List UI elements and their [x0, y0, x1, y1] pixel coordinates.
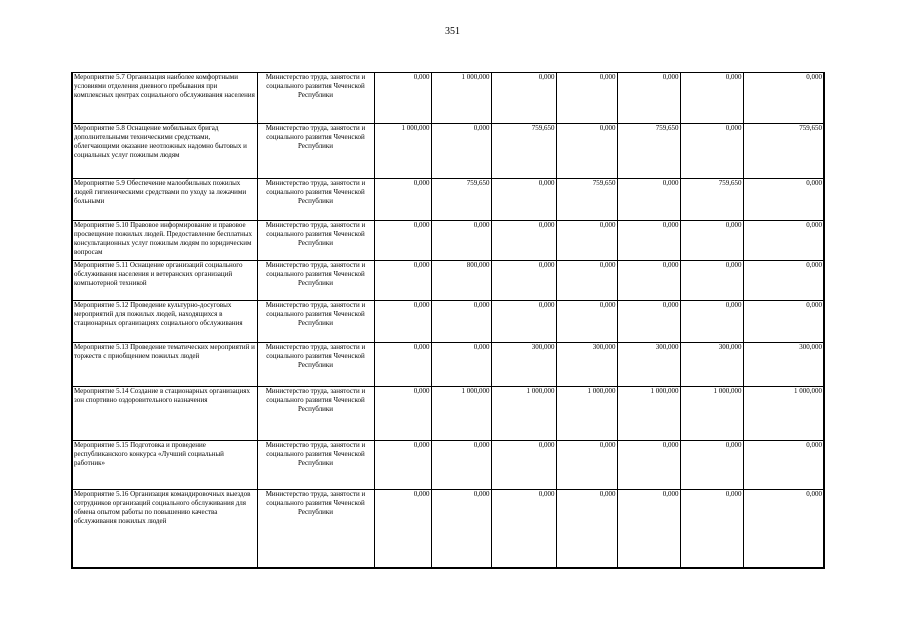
event-cell: Мероприятие 5.13 Проведение тематических мероприятий и торжеств с приобщением пожилых людей	[72, 343, 257, 387]
value-cell: 300,000	[617, 343, 680, 387]
value-cell: 0,000	[617, 490, 680, 568]
value-cell: 0,000	[743, 441, 824, 490]
value-cell: 759,650	[743, 124, 824, 179]
value-cell: 0,000	[680, 124, 743, 179]
value-cell: 0,000	[680, 441, 743, 490]
value-cell: 0,000	[743, 73, 824, 124]
executor-cell: Министерство труда, занятости и социального развития Чеченской Республики	[257, 343, 374, 387]
value-cell: 0,000	[556, 221, 617, 261]
table-row	[72, 73, 824, 124]
value-cell: 0,000	[680, 73, 743, 124]
table-row	[72, 261, 824, 301]
page-number: 351	[445, 26, 460, 37]
value-cell: 300,000	[743, 343, 824, 387]
value-cell: 759,650	[617, 124, 680, 179]
executor-cell: Министерство труда, занятости и социального развития Чеченской Республики	[257, 261, 374, 301]
value-cell: 0,000	[491, 179, 556, 221]
table-row	[72, 179, 824, 221]
value-cell: 759,650	[491, 124, 556, 179]
value-cell: 0,000	[491, 261, 556, 301]
value-cell: 0,000	[680, 261, 743, 301]
value-cell: 300,000	[556, 343, 617, 387]
table-row	[72, 301, 824, 343]
table-row	[72, 490, 824, 568]
value-cell: 0,000	[617, 221, 680, 261]
value-cell: 759,650	[680, 179, 743, 221]
value-cell: 0,000	[374, 387, 431, 441]
value-cell: 0,000	[491, 301, 556, 343]
value-cell: 0,000	[617, 73, 680, 124]
value-cell: 0,000	[680, 221, 743, 261]
value-cell: 1 000,000	[743, 387, 824, 441]
executor-cell: Министерство труда, занятости и социального развития Чеченской Республики	[257, 124, 374, 179]
value-cell: 0,000	[431, 343, 491, 387]
table-row	[72, 387, 824, 441]
value-cell: 800,000	[431, 261, 491, 301]
event-cell: Мероприятие 5.15 Подготовка и проведение республиканского конкурса «Лучший социальный работник»	[72, 441, 257, 490]
value-cell: 0,000	[374, 343, 431, 387]
value-cell: 300,000	[491, 343, 556, 387]
value-cell: 1 000,000	[617, 387, 680, 441]
table-body	[72, 73, 824, 568]
event-cell: Мероприятие 5.9 Обеспечение малообильных пожилых людей гигиеническими средствами по уходу за лежачими больными	[72, 179, 257, 221]
table-row	[72, 124, 824, 179]
value-cell: 0,000	[617, 441, 680, 490]
executor-cell: Министерство труда, занятости и социального развития Чеченской Республики	[257, 441, 374, 490]
executor-cell: Министерство труда, занятости и социального развития Чеченской Республики	[257, 490, 374, 568]
value-cell: 0,000	[374, 261, 431, 301]
event-cell: Мероприятие 5.12 Проведение культурно-досуговых мероприятий для пожилых людей, находящихся в стационарных организациях социального обслуживания	[72, 301, 257, 343]
value-cell: 0,000	[556, 73, 617, 124]
value-cell: 1 000,000	[556, 387, 617, 441]
event-cell: Мероприятие 5.11 Оснащение организаций социального обслуживания населения и ветеранских организаций компьютерной техникой	[72, 261, 257, 301]
value-cell: 0,000	[374, 441, 431, 490]
program-table	[71, 72, 825, 569]
value-cell: 759,650	[431, 179, 491, 221]
event-cell: Мероприятие 5.7 Организация наиболее комфортными условиями отделения дневного пребывания при комплексных центрах социального обслуживания населения	[72, 73, 257, 124]
value-cell: 759,650	[556, 179, 617, 221]
value-cell: 0,000	[617, 301, 680, 343]
value-cell: 0,000	[680, 490, 743, 568]
value-cell: 1 000,000	[431, 387, 491, 441]
event-cell: Мероприятие 5.8 Оснащение мобильных бригад дополнительными техническими средствами, облегчающими оказание неотложных надомно бытовых и социальных услуг пожилым людям	[72, 124, 257, 179]
executor-cell: Министерство труда, занятости и социального развития Чеченской Республики	[257, 179, 374, 221]
event-cell: Мероприятие 5.10 Правовое информирование и правовое просвещение пожилых людей. Предоставление бесплатных консультационных услуг пожилым людям по юридическим вопросам	[72, 221, 257, 261]
value-cell: 300,000	[680, 343, 743, 387]
value-cell: 1 000,000	[374, 124, 431, 179]
value-cell: 0,000	[374, 221, 431, 261]
value-cell: 0,000	[556, 301, 617, 343]
executor-cell: Министерство труда, занятости и социального развития Чеченской Республики	[257, 221, 374, 261]
value-cell: 0,000	[491, 490, 556, 568]
value-cell: 0,000	[491, 73, 556, 124]
value-cell: 0,000	[374, 73, 431, 124]
table-row	[72, 221, 824, 261]
value-cell: 0,000	[556, 490, 617, 568]
value-cell: 0,000	[491, 441, 556, 490]
value-cell: 0,000	[743, 261, 824, 301]
executor-cell: Министерство труда, занятости и социального развития Чеченской Республики	[257, 387, 374, 441]
value-cell: 0,000	[431, 301, 491, 343]
executor-cell: Министерство труда, занятости и социального развития Чеченской Республики	[257, 73, 374, 124]
value-cell: 1 000,000	[491, 387, 556, 441]
table-row	[72, 343, 824, 387]
value-cell: 0,000	[431, 124, 491, 179]
value-cell: 0,000	[374, 179, 431, 221]
value-cell: 0,000	[431, 441, 491, 490]
value-cell: 0,000	[556, 124, 617, 179]
event-cell: Мероприятие 5.16 Организация командировочных выездов сотрудников организаций социального обслуживания для обмена опытом работы по повышению качества обслуживания пожилых людей	[72, 490, 257, 568]
event-cell: Мероприятие 5.14 Создание в стационарных организациях зон спортивно оздоровительного назначения	[72, 387, 257, 441]
value-cell: 0,000	[617, 261, 680, 301]
value-cell: 0,000	[680, 301, 743, 343]
value-cell: 1 000,000	[680, 387, 743, 441]
value-cell: 1 000,000	[431, 73, 491, 124]
value-cell: 0,000	[374, 490, 431, 568]
table-row	[72, 441, 824, 490]
value-cell: 0,000	[491, 221, 556, 261]
value-cell: 0,000	[374, 301, 431, 343]
value-cell: 0,000	[743, 490, 824, 568]
value-cell: 0,000	[743, 179, 824, 221]
value-cell: 0,000	[617, 179, 680, 221]
value-cell: 0,000	[431, 221, 491, 261]
value-cell: 0,000	[431, 490, 491, 568]
value-cell: 0,000	[743, 221, 824, 261]
value-cell: 0,000	[743, 301, 824, 343]
value-cell: 0,000	[556, 441, 617, 490]
executor-cell: Министерство труда, занятости и социального развития Чеченской Республики	[257, 301, 374, 343]
value-cell: 0,000	[556, 261, 617, 301]
